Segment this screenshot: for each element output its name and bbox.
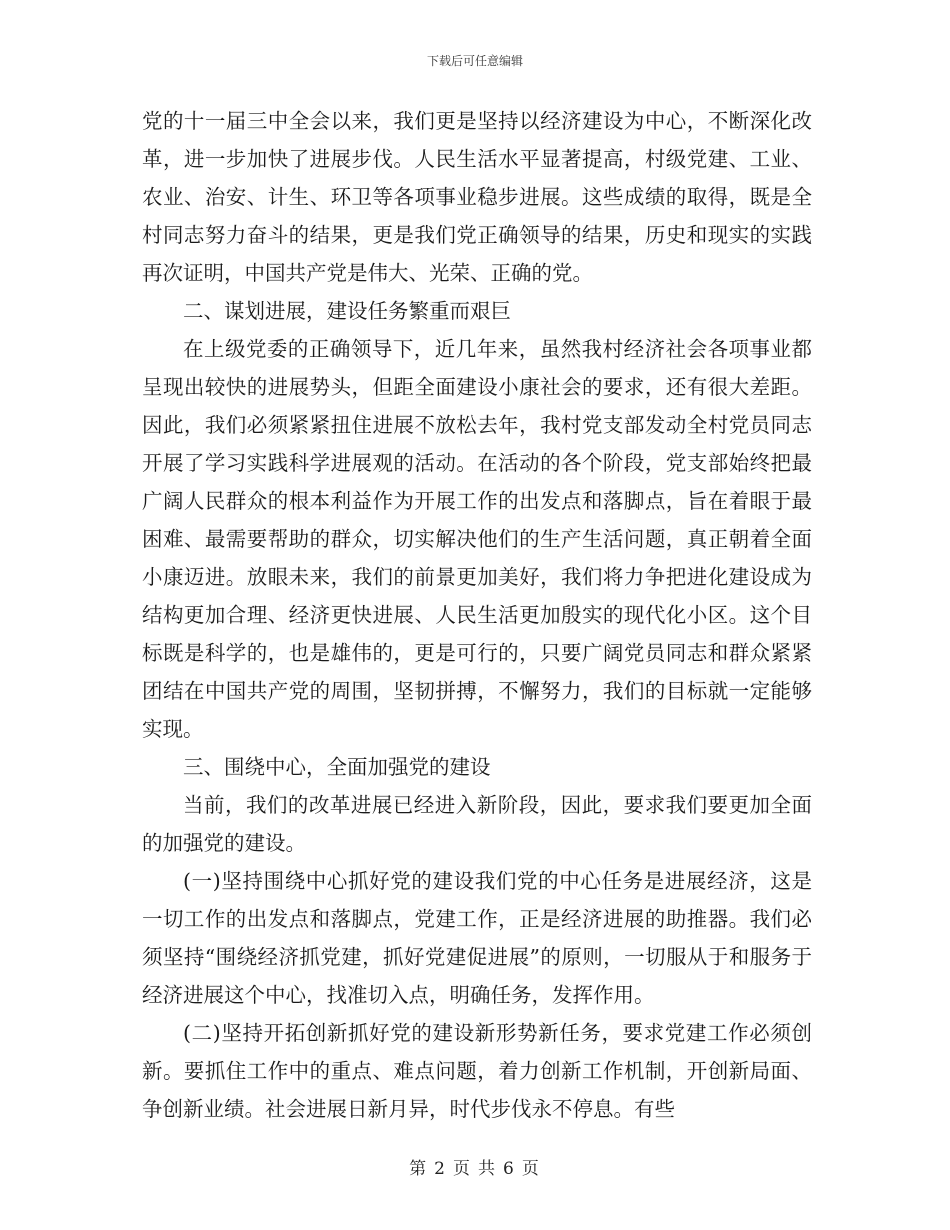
paragraph: 当前，我们的改革进展已经进入新阶段，因此，要求我们要更加全面的加强党的建设。 xyxy=(142,793,812,855)
footer-label-page: 第 xyxy=(409,1159,429,1179)
footer-label-total: 共 xyxy=(478,1159,497,1179)
page-footer xyxy=(0,1154,950,1179)
footer-current-page: 2 xyxy=(434,1159,447,1179)
paragraph: 在上级党委的正确领导下，近几年来，虽然我村经济社会各项事业都呈现出较快的进展势头，但距全面建设小康社会的要求，还有很大差距。因此，我们必须紧紧扭住进展不放松去年，我村党支部发动全村党员同志开展了学习实践科学进展观的活动。在活动的各个阶段，党支部始终把最广阔人民群众的根本利益作为开展工作的出发点和落脚点，旨在着眼于最困难、最需要帮助的群众，切实解决他们的生产生活问题，真正朝着全面小康迈进。放眼未来，我们的前景更加美好，我们将力争把进化建设成为结构更加合理、经济更快进展、人民生活更加殷实的现代化小区。这个目标既是科学的，也是雄伟的，更是可行的，只要广阔党员同志和群众紧紧团结在中国共产党的周围，坚韧拼搏，不懈努力，我们的目标就一定能够实现。 xyxy=(142,337,812,741)
footer-total-pages: 6 xyxy=(503,1159,516,1179)
document-body xyxy=(142,102,812,1128)
footer-label-unit2: 页 xyxy=(521,1159,541,1179)
page-header: 下载后可任意编辑 xyxy=(426,54,523,68)
section-heading-2: 二、谋划进展，建设任务繁重而艰巨 xyxy=(183,299,511,323)
paragraph-continued: 党的十一届三中全会以来，我们更是坚持以经济建设为中心，不断深化改革，进一步加快了进展步伐。人民生活水平显著提高，村级党建、工业、农业、治安、计生、环卫等各项事业稳步进展。这些成绩的取得，既是全村同志努力奋斗的结果，更是我们党正确领导的结果，历史和现实的实践再次证明，中国共产党是伟大、光荣、正确的党。 xyxy=(142,109,812,285)
section-heading-3: 三、围绕中心，全面加强党的建设 xyxy=(183,755,491,779)
paragraph: (二)坚持开拓创新抓好党的建设新形势新任务，要求党建工作必须创新。要抓住工作中的重点、难点问题，着力创新工作机制，开创新局面、争创新业绩。社会进展日新月异，时代步伐永不停息。有些 xyxy=(142,1021,812,1121)
footer-label-unit: 页 xyxy=(453,1159,472,1179)
paragraph: (一)坚持围绕中心抓好党的建设我们党的中心任务是进展经济，这是一切工作的出发点和落脚点，党建工作，正是经济进展的助推器。我们必须坚持“围绕经济抓党建，抓好党建促进展”的原则，一切服从于和服务于经济进展这个中心，找准切入点，明确任务，发挥作用。 xyxy=(142,869,812,1007)
